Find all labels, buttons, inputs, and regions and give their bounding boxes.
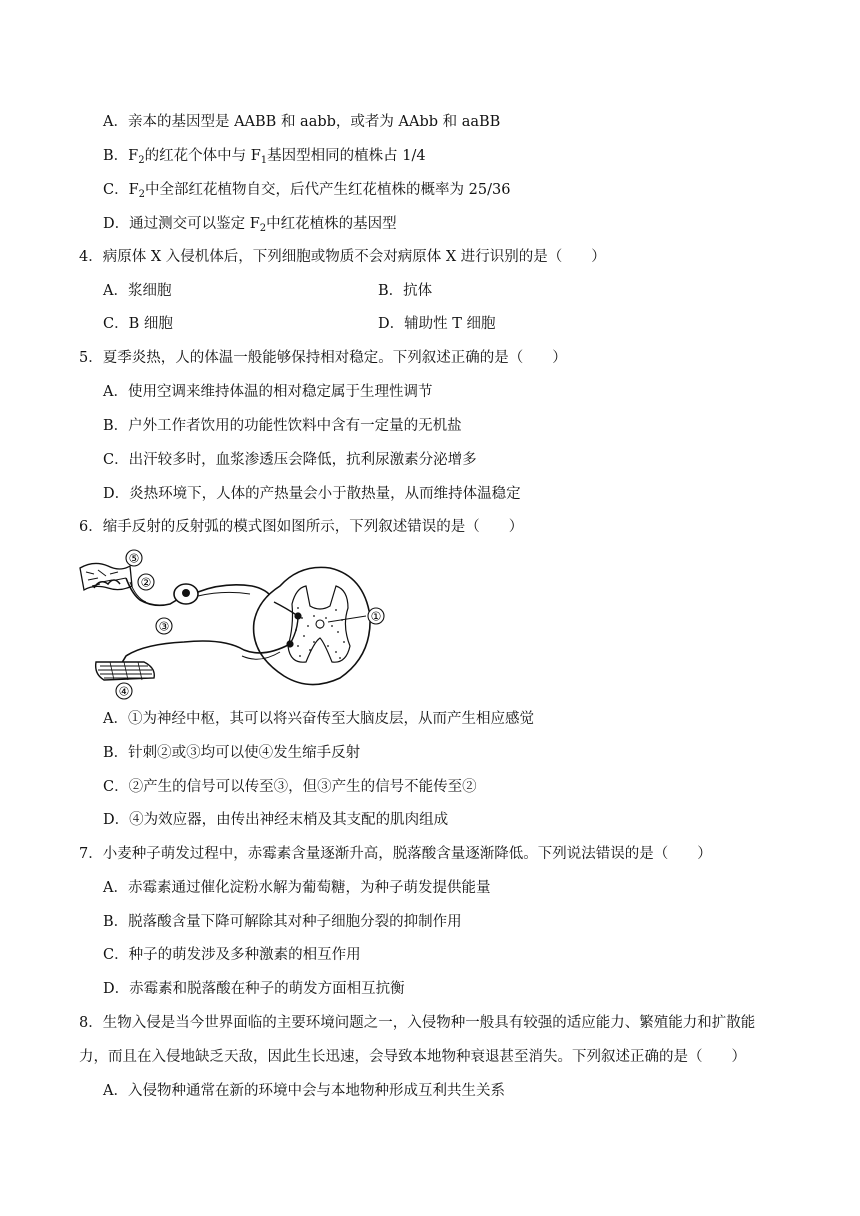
q3-option-b-pre: B．F (103, 148, 139, 164)
q3-option-b-sub2: 1 (260, 155, 268, 166)
q4-option-d: D．辅助性 T 细胞 (378, 316, 496, 332)
q4-option-a: A．浆细胞 (103, 283, 172, 299)
label-2 (138, 574, 154, 590)
q3-option-d (103, 214, 397, 234)
label-5-text: ⑤ (128, 551, 140, 566)
q8-stem-line-1: 8．生物入侵是当今世界面临的主要环境问题之一，入侵物种一般具有较强的适应能力、繁殖能力和扩散能 (79, 1015, 756, 1031)
q8-stem-line-2: 力，而且在入侵地缺乏天敌，因此生长迅速，会导致本地物种衰退甚至消失。下列叙述正确的是（ ） (79, 1049, 746, 1065)
q3-option-d-pre: D．通过测交可以鉴定 F (103, 216, 260, 232)
q6-option-d: D．④为效应器，由传出神经末梢及其支配的肌肉组成 (103, 812, 449, 828)
label-4 (116, 683, 132, 699)
q5-stem: 5．夏季炎热，人的体温一般能够保持相对稳定。下列叙述正确的是（ ） (79, 350, 567, 366)
q3-option-c (103, 180, 510, 200)
q7-stem: 7．小麦种子萌发过程中，赤霉素含量逐渐升高，脱落酸含量逐渐降低。下列说法错误的是（ ） (79, 846, 712, 862)
q5-option-c: C．出汗较多时，血浆渗透压会降低，抗利尿激素分泌增多 (103, 452, 477, 468)
q3-option-c-sub: 2 (138, 189, 146, 200)
q7-option-c: C．种子的萌发涉及多种激素的相互作用 (103, 947, 361, 963)
label-3-text: ③ (158, 619, 170, 634)
q3-option-d-post: 中红花植株的基因型 (266, 216, 397, 232)
q6-option-c: C．②产生的信号可以传至③，但③产生的信号不能传至② (103, 779, 477, 795)
label-2-text: ② (140, 575, 152, 590)
q3-option-b (103, 146, 426, 166)
q7-option-b: B．脱落酸含量下降可解除其对种子细胞分裂的抑制作用 (103, 914, 462, 930)
label-5 (126, 550, 142, 566)
q4-option-c: C．B 细胞 (103, 316, 173, 332)
q7-option-d: D．赤霉素和脱落酸在种子的萌发方面相互抗衡 (103, 981, 405, 997)
reflex-arc-figure (74, 546, 394, 706)
q3-option-c-post: 中全部红花植物自交，后代产生红花植株的概率为 25/36 (145, 182, 511, 198)
q3-option-b-mid: 的红花个体中与 F (144, 148, 261, 164)
label-4-text: ④ (118, 684, 130, 699)
q5-option-d: D．炎热环境下，人体的产热量会小于散热量，从而维持体温稳定 (103, 486, 521, 502)
q6-stem: 6．缩手反射的反射弧的模式图如图所示，下列叙述错误的是（ ） (79, 519, 524, 535)
q4-option-b: B．抗体 (378, 283, 433, 299)
q6-option-b: B．针刺②或③均可以使④发生缩手反射 (103, 745, 361, 761)
q3-option-a: A．亲本的基因型是 AABB 和 aabb，或者为 AAbb 和 aaBB (103, 114, 501, 130)
q3-option-b-post: 基因型相同的植株占 1/4 (267, 148, 426, 164)
label-3 (156, 618, 172, 634)
q6-option-a: A．①为神经中枢，其可以将兴奋传至大脑皮层，从而产生相应感觉 (103, 711, 534, 727)
q3-option-b-sub1: 2 (138, 155, 145, 166)
q3-option-d-sub: 2 (259, 223, 267, 234)
q4-stem: 4．病原体 X 入侵机体后，下列细胞或物质不会对病原体 X 进行识别的是（ ） (79, 249, 606, 265)
q8-option-a: A．入侵物种通常在新的环境中会与本地物种形成互利共生关系 (103, 1083, 505, 1099)
q7-option-a: A．赤霉素通过催化淀粉水解为葡萄糖，为种子萌发提供能量 (103, 880, 491, 896)
label-1 (368, 608, 384, 624)
label-1-text: ① (370, 609, 382, 624)
muscle-effector (96, 662, 155, 680)
q3-option-c-pre: C．F (103, 182, 139, 198)
q5-option-b: B．户外工作者饮用的功能性饮料中含有一定量的无机盐 (103, 418, 462, 434)
skin-receptor (80, 563, 132, 590)
q5-option-a: A．使用空调来维持体温的相对稳定属于生理性调节 (103, 384, 433, 400)
